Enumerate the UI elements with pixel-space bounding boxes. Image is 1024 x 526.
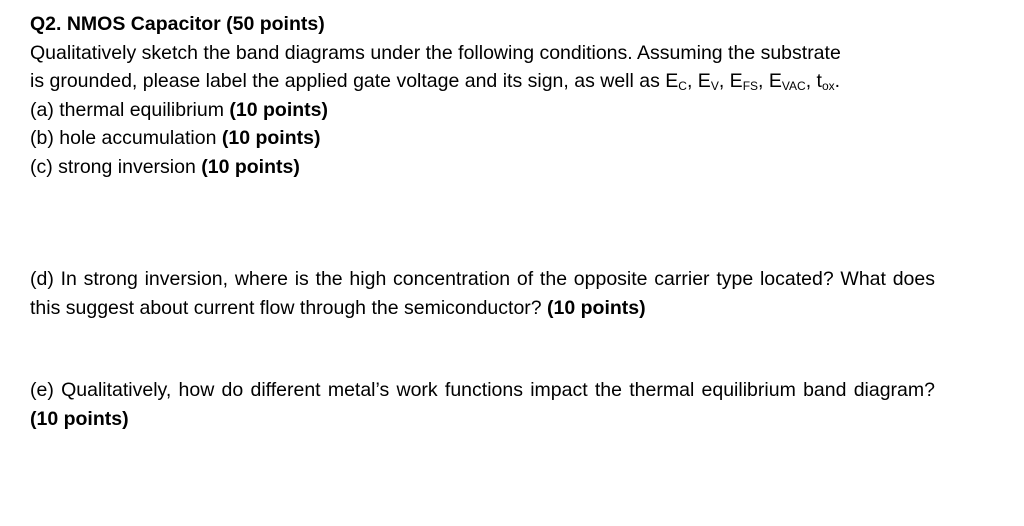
part-a-points: (10 points) — [229, 98, 328, 121]
part-b-text: (b) hole accumulation — [30, 127, 222, 149]
question-document — [30, 10, 935, 433]
part-e-points: (10 points) — [30, 407, 129, 430]
symbol-efs: $E_{FS}$ — [729, 70, 759, 93]
part-d — [30, 265, 935, 322]
part-a — [30, 96, 935, 125]
answer-space-d — [30, 322, 935, 376]
part-c-text: (c) strong inversion — [30, 155, 202, 178]
question-title: Q2. NMOS Capacitor (50 points) — [30, 13, 325, 35]
symbol-evac: $E_{VAC}$ — [768, 70, 806, 93]
symbol-ev: $E_V$ — [697, 70, 719, 93]
part-e-text: (e) Qualitatively, how do different metal’s work functions impact the thermal equilibrium band diagram? — [30, 379, 935, 401]
part-c-points: (10 points) — [201, 155, 300, 178]
part-a-text: (a) thermal equilibrium — [30, 98, 230, 121]
part-d-text: (d) In strong inversion, where is the high concentration of the opposite carrier type located? What does this suggest about current flow through the semiconductor? — [30, 268, 935, 319]
part-d-points: (10 points) — [547, 296, 646, 319]
symbol-ec: $E_C$ — [665, 70, 687, 93]
part-e — [30, 376, 935, 433]
part-c — [30, 153, 935, 182]
part-b — [30, 124, 935, 153]
intro-line-2: is grounded, please label the applied gate voltage and its sign, as well as $E_C$, $E_V$, $E_{FS}$, $E_{VAC}$, $t_{ox}$. — [30, 70, 841, 93]
symbol-tox: $t_{ox}$ — [816, 70, 835, 93]
intro-line-1: Qualitatively sketch the band diagrams under the following conditions. Assuming the substrate — [30, 41, 841, 64]
intro-line-2-text: is grounded, please label the applied gate voltage and its sign, as well as — [30, 70, 666, 92]
answer-space-abc — [30, 181, 935, 265]
part-b-points: (10 points) — [221, 127, 321, 149]
